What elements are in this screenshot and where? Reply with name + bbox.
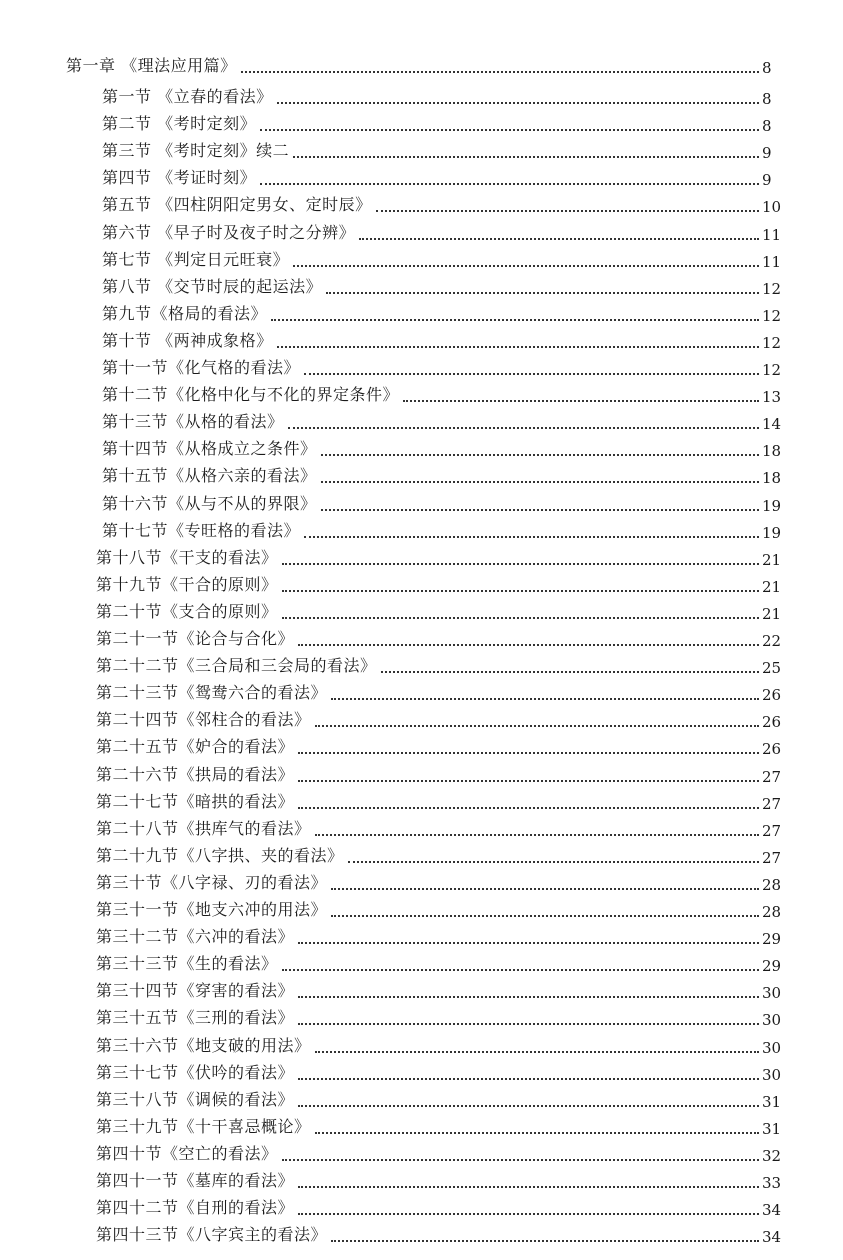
section-title: 第二十六节《拱局的看法》 (96, 764, 295, 784)
section-page-number: 27 (762, 848, 782, 867)
section-page-number: 25 (762, 659, 782, 678)
section-page-number: 28 (762, 875, 782, 894)
dot-leader (315, 1051, 759, 1053)
toc-entry (66, 50, 784, 78)
section-title: 第三节 《考时定刻》续二 (102, 141, 290, 161)
section-row (96, 948, 784, 976)
section-page-number: 26 (762, 686, 782, 705)
section-row (102, 244, 784, 272)
section-title: 第六节 《早子时及夜子时之分辨》 (102, 222, 356, 242)
toc-entry (102, 433, 784, 461)
section-page-number: 31 (762, 1119, 782, 1138)
section-title: 第二节 《考时定刻》 (102, 114, 257, 134)
section-title: 第三十三节《生的看法》 (96, 954, 278, 974)
dot-leader (298, 1023, 759, 1025)
section-row (102, 406, 784, 434)
toc-entry (96, 1165, 784, 1193)
section-page-number: 14 (762, 415, 782, 434)
section-title: 第二十二节《三合局和三会局的看法》 (96, 656, 377, 676)
section-title: 第七节 《判定日元旺衰》 (102, 249, 290, 269)
toc-entry (96, 542, 784, 570)
section-title: 第四十一节《墓库的看法》 (96, 1171, 295, 1190)
section-page-number: 8 (762, 90, 772, 108)
section-row (96, 1002, 784, 1030)
dot-leader (271, 319, 759, 321)
section-row (102, 379, 784, 407)
toc-entry (102, 379, 784, 407)
section-title: 第二十五节《妒合的看法》 (96, 737, 295, 757)
section-title: 第二十九节《八字拱、夹的看法》 (96, 845, 344, 865)
section-page-number: 22 (762, 632, 782, 650)
dot-leader (298, 1078, 759, 1080)
section-title: 第三十二节《六冲的看法》 (96, 927, 295, 947)
toc-entry (96, 623, 784, 651)
chapter-title: 第一章 《理法应用篇》 (66, 56, 237, 75)
section-title: 第十五节《从格六亲的看法》 (102, 466, 317, 486)
section-row (96, 623, 784, 651)
toc-entry (102, 244, 784, 272)
chapter-page-number: 8 (762, 59, 772, 77)
section-row (96, 813, 784, 841)
section-title: 第九节《格局的看法》 (102, 303, 268, 323)
section-row (96, 1138, 784, 1166)
section-title: 第三十节《八字禄、刃的看法》 (96, 872, 328, 892)
dot-leader (348, 861, 759, 863)
section-page-number: 21 (762, 550, 782, 569)
section-row (102, 81, 784, 109)
section-title: 第二十四节《邻柱合的看法》 (96, 710, 311, 730)
dot-leader (359, 238, 759, 240)
toc-entry (96, 1192, 784, 1220)
section-page-number: 30 (762, 1011, 782, 1030)
section-title: 第十八节《干支的看法》 (96, 547, 278, 567)
section-row (102, 515, 784, 543)
toc-entry (96, 786, 784, 814)
section-page-number: 30 (762, 1038, 782, 1057)
section-title: 第十二节《化格中化与不化的界定条件》 (102, 385, 400, 405)
section-row (96, 677, 784, 705)
section-title: 第十节 《两神成象格》 (102, 330, 273, 350)
section-page-number: 30 (762, 984, 782, 1003)
toc-entry (96, 759, 784, 787)
section-page-number: 9 (762, 171, 772, 190)
section-title: 第十六节《从与不从的界限》 (102, 493, 317, 513)
section-title: 第一节 《立春的看法》 (102, 87, 273, 106)
section-title: 第三十六节《地支破的用法》 (96, 1035, 311, 1055)
section-row (102, 108, 784, 136)
section-page-number: 29 (762, 957, 782, 976)
section-title: 第三十四节《穿害的看法》 (96, 981, 295, 1001)
section-row (96, 867, 784, 895)
dot-leader (326, 292, 759, 294)
dot-leader (315, 725, 759, 727)
toc-entry (96, 948, 784, 976)
section-row (96, 569, 784, 597)
dot-leader (331, 1240, 759, 1242)
section-row (102, 460, 784, 488)
toc-entry (96, 677, 784, 705)
section-page-number: 34 (762, 1201, 782, 1220)
toc-entry (96, 1030, 784, 1058)
dot-leader (298, 807, 759, 809)
section-row (102, 189, 784, 217)
section-page-number: 21 (762, 577, 782, 596)
dot-leader (277, 102, 759, 104)
section-title: 第三十一节《地支六冲的用法》 (96, 900, 328, 919)
dot-leader (293, 265, 759, 267)
dot-leader (277, 346, 759, 348)
section-row (96, 704, 784, 732)
toc-entry (102, 108, 784, 136)
section-row (102, 135, 784, 163)
section-row (96, 921, 784, 949)
section-page-number: 11 (762, 252, 782, 271)
section-page-number: 28 (762, 903, 782, 921)
toc-entry (102, 162, 784, 190)
dot-leader (298, 752, 759, 754)
section-page-number: 30 (762, 1065, 782, 1084)
dot-leader (298, 1105, 759, 1107)
dot-leader (282, 1159, 759, 1161)
section-title: 第三十七节《伏吟的看法》 (96, 1062, 295, 1082)
dot-leader (298, 644, 759, 646)
dot-leader (304, 536, 759, 538)
section-title: 第五节 《四柱阴阳定男女、定时辰》 (102, 195, 372, 215)
toc-entry (102, 515, 784, 543)
section-title: 第十三节《从格的看法》 (102, 412, 284, 432)
dot-leader (298, 942, 759, 944)
dot-leader (321, 509, 759, 511)
section-page-number: 29 (762, 930, 782, 949)
dot-leader (282, 969, 759, 971)
dot-leader (282, 563, 759, 565)
toc-entry (96, 1219, 784, 1247)
toc-entry (102, 406, 784, 434)
section-title: 第十七节《专旺格的看法》 (102, 520, 301, 540)
toc-entry (96, 596, 784, 624)
section-page-number: 27 (762, 821, 782, 840)
dot-leader (282, 617, 759, 619)
section-page-number: 32 (762, 1146, 782, 1165)
dot-leader (331, 915, 759, 917)
toc-entry (96, 975, 784, 1003)
section-row (96, 596, 784, 624)
section-page-number: 26 (762, 713, 782, 732)
dot-leader (315, 834, 759, 836)
section-title: 第二十三节《鸳鸯六合的看法》 (96, 683, 328, 703)
section-page-number: 12 (762, 333, 782, 352)
section-title: 第十一节《化气格的看法》 (102, 358, 301, 377)
dot-leader (260, 183, 759, 185)
dot-leader (282, 590, 759, 592)
section-page-number: 9 (762, 144, 772, 163)
section-row (102, 298, 784, 326)
toc-entry (102, 217, 784, 245)
section-page-number: 34 (762, 1228, 782, 1247)
section-page-number: 31 (762, 1092, 782, 1111)
section-row (102, 162, 784, 190)
section-title: 第三十五节《三刑的看法》 (96, 1008, 295, 1028)
dot-leader (293, 156, 759, 158)
dot-leader (331, 888, 759, 890)
toc-entry (96, 840, 784, 868)
section-page-number: 18 (762, 469, 782, 488)
toc-entry (102, 460, 784, 488)
section-row (102, 217, 784, 245)
dot-leader (321, 481, 759, 483)
dot-leader (298, 996, 759, 998)
section-row (102, 352, 784, 380)
section-row (96, 786, 784, 814)
dot-leader (321, 454, 759, 456)
section-row (96, 840, 784, 868)
toc-entry (96, 921, 784, 949)
section-page-number: 19 (762, 496, 782, 515)
section-title: 第二十七节《暗拱的看法》 (96, 791, 295, 811)
section-title: 第四十节《空亡的看法》 (96, 1143, 278, 1163)
toc-entry (96, 1057, 784, 1085)
section-row (96, 1219, 784, 1247)
section-title: 第二十节《支合的原则》 (96, 601, 278, 621)
toc-entry (102, 81, 784, 109)
section-row (96, 1057, 784, 1085)
toc-entry (96, 894, 784, 922)
section-row (96, 731, 784, 759)
section-title: 第四十二节《自刑的看法》 (96, 1198, 295, 1218)
dot-leader (241, 71, 759, 73)
section-row (96, 1111, 784, 1139)
toc-entry (96, 650, 784, 678)
toc-entry (102, 135, 784, 163)
toc-entry (96, 569, 784, 597)
toc-entry (102, 325, 784, 353)
toc-entry (96, 813, 784, 841)
section-title: 第三十八节《调候的看法》 (96, 1089, 295, 1109)
toc-entry (102, 298, 784, 326)
section-title: 第二十一节《论合与合化》 (96, 629, 295, 648)
section-row (96, 894, 784, 922)
section-title: 第四十三节《八字宾主的看法》 (96, 1225, 328, 1245)
section-page-number: 26 (762, 740, 782, 759)
section-page-number: 12 (762, 279, 782, 298)
dot-leader (376, 210, 759, 212)
section-page-number: 13 (762, 388, 782, 407)
section-page-number: 12 (762, 306, 782, 325)
toc-entry (102, 189, 784, 217)
section-page-number: 33 (762, 1174, 782, 1192)
section-page-number: 11 (762, 225, 782, 244)
section-page-number: 12 (762, 361, 782, 379)
section-row (96, 1084, 784, 1112)
dot-leader (288, 427, 759, 429)
toc-entry (96, 867, 784, 895)
toc-entry (96, 704, 784, 732)
section-title: 第八节 《交节时辰的起运法》 (102, 276, 323, 296)
section-page-number: 27 (762, 794, 782, 813)
section-page-number: 27 (762, 767, 782, 786)
section-page-number: 8 (762, 117, 772, 136)
toc-entry (96, 1002, 784, 1030)
dot-leader (381, 671, 759, 673)
section-row (102, 325, 784, 353)
dot-leader (331, 698, 759, 700)
section-row (102, 271, 784, 299)
dot-leader (298, 780, 759, 782)
section-page-number: 21 (762, 604, 782, 623)
section-page-number: 18 (762, 442, 782, 461)
dot-leader (304, 373, 759, 375)
dot-leader (298, 1213, 759, 1215)
section-title: 第三十九节《十干喜忌概论》 (96, 1116, 311, 1136)
toc-entry (96, 1084, 784, 1112)
section-page-number: 19 (762, 523, 782, 542)
toc-entry (102, 271, 784, 299)
section-row (96, 1165, 784, 1193)
toc-entry (96, 1138, 784, 1166)
section-row (96, 759, 784, 787)
section-row (96, 1030, 784, 1058)
section-title: 第二十八节《拱库气的看法》 (96, 818, 311, 838)
section-title: 第十九节《干合的原则》 (96, 574, 278, 594)
section-row (96, 542, 784, 570)
section-row (102, 488, 784, 516)
section-row (96, 975, 784, 1003)
toc-entry (102, 488, 784, 516)
dot-leader (298, 1186, 759, 1188)
section-title: 第十四节《从格成立之条件》 (102, 439, 317, 459)
section-row (96, 1192, 784, 1220)
dot-leader (260, 129, 759, 131)
dot-leader (403, 400, 759, 402)
section-title: 第四节 《考证时刻》 (102, 168, 257, 188)
chapter-heading-row (66, 50, 784, 78)
toc-entry (102, 352, 784, 380)
dot-leader (315, 1132, 759, 1134)
section-page-number: 10 (762, 198, 782, 217)
section-row (102, 433, 784, 461)
section-row (96, 650, 784, 678)
toc-entry (96, 731, 784, 759)
toc-entry (96, 1111, 784, 1139)
